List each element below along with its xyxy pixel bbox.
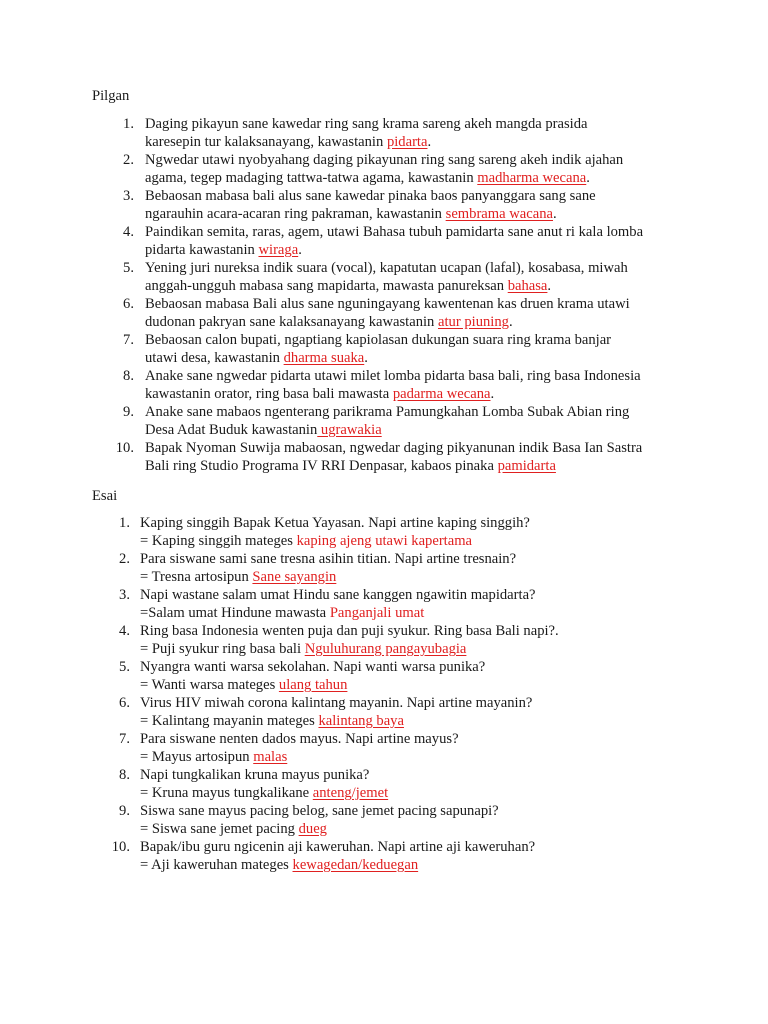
answer-prefix: = Mayus artosipun — [140, 749, 254, 765]
item-number: 3. — [123, 188, 134, 204]
pilgan-item — [0, 403, 685, 439]
esai-item — [0, 586, 680, 622]
item-number: 10. — [115, 440, 134, 456]
answer-prefix: = Wanti warsa mateges — [140, 677, 279, 693]
answer-prefix: = Aji kaweruhan mateges — [140, 857, 293, 873]
item-number: 8. — [123, 368, 134, 384]
esai-list — [0, 514, 680, 874]
section-title-pilgan: Pilgan — [92, 88, 130, 104]
item-number: 9. — [123, 404, 134, 420]
answer-text: atur piuning — [438, 314, 509, 330]
answer-text: padarma wecana — [392, 386, 491, 402]
item-text — [145, 403, 685, 439]
punctuation: . — [490, 386, 495, 402]
question-line-1: Bebaosan calon bupati, ngaptiang kapiolasan dukungan suara ring krama banjar — [145, 332, 612, 348]
punctuation: . — [427, 134, 432, 150]
item-text — [140, 514, 680, 550]
question-text: Napi wastane salam umat Hindu sane kanggen ngawitin mapidarta? — [140, 587, 536, 603]
answer-text: bahasa — [507, 278, 548, 294]
answer-prefix: = Kruna mayus tungkalikane — [140, 785, 313, 801]
item-number: 5. — [123, 260, 134, 276]
question-text: Kaping singgih Bapak Ketua Yayasan. Napi artine kaping singgih? — [140, 515, 530, 531]
answer-text: madharma wecana — [477, 170, 587, 186]
answer-text: Sane sayangin — [252, 569, 337, 585]
esai-item — [0, 730, 680, 766]
answer-text: wiraga — [258, 242, 299, 258]
punctuation: . — [586, 170, 590, 186]
answer-text: Nguluhurang pangayubagia — [304, 641, 467, 657]
answer-text: kalintang baya — [318, 713, 404, 729]
item-number: 6. — [123, 296, 134, 312]
answer-prefix: = Tresna artosipun — [140, 569, 253, 585]
pilgan-item — [0, 367, 685, 403]
answer-text: anteng/jemet — [312, 785, 389, 801]
pilgan-item — [0, 223, 685, 259]
pilgan-item — [0, 259, 685, 295]
answer-text: dueg — [298, 821, 327, 837]
question-text: Para siswane sami sane tresna asihin titian. Napi artine tresnain? — [140, 551, 517, 567]
item-text — [145, 331, 685, 367]
pilgan-item — [0, 187, 685, 223]
question-line-1: Bebaosan mabasa Bali alus sane nguningayang kawentenan kas druen krama utawi — [145, 296, 630, 312]
item-text — [140, 730, 680, 766]
item-number: 6. — [119, 695, 130, 711]
item-text — [140, 586, 680, 622]
item-text — [140, 802, 680, 838]
pilgan-item — [0, 331, 685, 367]
question-line-2: Bali ring Studio Programa IV RRI Denpasar, kabaos pinaka — [145, 458, 498, 474]
punctuation: . — [553, 206, 557, 222]
question-line-2: agama, tegep madaging tattwa-tatwa agama, kawastanin — [145, 170, 478, 186]
item-number: 5. — [119, 659, 130, 675]
item-number: 8. — [119, 767, 130, 783]
esai-item — [0, 802, 680, 838]
question-text: Virus HIV miwah corona kalintang mayanin. Napi artine mayanin? — [140, 695, 533, 711]
pilgan-item — [0, 151, 685, 187]
question-text: Bapak/ibu guru ngicenin aji kaweruhan. Napi artine aji kaweruhan? — [140, 839, 536, 855]
question-line-2: pidarta kawastanin — [145, 242, 259, 258]
answer-text: pidarta — [386, 134, 428, 150]
question-line-1: Ngwedar utawi nyobyahang daging pikayunan ring sang sareng akeh indik ajahan — [145, 152, 624, 168]
item-text — [145, 223, 685, 259]
pilgan-item — [0, 115, 685, 151]
question-line-1: Yening juri nureksa indik suara (vocal), kapatutan ucapan (lafal), kosabasa, miwah — [145, 260, 628, 276]
question-text: Siswa sane mayus pacing belog, sane jemet pacing sapunapi? — [140, 803, 499, 819]
esai-item — [0, 514, 680, 550]
question-line-2: anggah-ungguh mabasa sang mapidarta, mawasta panureksan — [145, 278, 508, 294]
answer-prefix: = Siswa sane jemet pacing — [140, 821, 299, 837]
esai-item — [0, 766, 680, 802]
answer-text: malas — [253, 749, 288, 765]
item-number: 3. — [119, 587, 130, 603]
question-text: Napi tungkalikan kruna mayus punika? — [140, 767, 370, 783]
question-text: Ring basa Indonesia wenten puja dan puji syukur. Ring basa Bali napi?. — [140, 623, 559, 639]
answer-text: dharma suaka — [283, 350, 365, 366]
esai-item — [0, 622, 680, 658]
item-number: 9. — [119, 803, 130, 819]
section-title-esai: Esai — [92, 488, 118, 504]
item-number: 10. — [111, 839, 130, 855]
item-number: 1. — [123, 116, 134, 132]
item-number: 7. — [119, 731, 130, 747]
esai-item — [0, 658, 680, 694]
punctuation: . — [508, 314, 513, 330]
item-text — [140, 838, 680, 874]
answer-prefix: = Puji syukur ring basa bali — [140, 641, 305, 657]
item-text — [145, 367, 685, 403]
question-line-2: kawastanin orator, ring basa bali mawasta — [145, 386, 393, 402]
question-line-2: dudonan pakryan sane kalaksanayang kawastanin — [145, 314, 438, 330]
item-text — [140, 622, 680, 658]
question-line-2: utawi desa, kawastanin — [145, 350, 284, 366]
question-text: Nyangra wanti warsa sekolahan. Napi wanti warsa punika? — [140, 659, 486, 675]
question-line-2: ngarauhin acara-acaran ring pakraman, kawastanin — [145, 206, 446, 222]
answer-text: pamidarta — [497, 458, 556, 474]
punctuation: . — [364, 350, 368, 366]
item-number: 2. — [123, 152, 134, 168]
pilgan-list — [0, 115, 685, 475]
pilgan-item — [0, 439, 685, 475]
item-number: 1. — [119, 515, 130, 531]
esai-item — [0, 550, 680, 586]
esai-item — [0, 694, 680, 730]
answer-prefix: = Kaping singgih mateges — [140, 533, 297, 549]
punctuation: . — [547, 278, 552, 294]
item-number: 4. — [119, 623, 130, 639]
item-number: 4. — [123, 224, 134, 240]
question-line-2: Desa Adat Buduk kawastanin — [145, 422, 318, 438]
pilgan-item — [0, 295, 685, 331]
item-text — [145, 439, 685, 475]
item-text — [145, 187, 685, 223]
item-text — [145, 151, 685, 187]
answer-text: kewagedan/keduegan — [292, 857, 419, 873]
item-text — [145, 115, 685, 151]
question-line-1: Anake sane mabaos ngenterang parikrama Pamungkahan Lomba Subak Abian ring — [145, 404, 630, 420]
item-text — [140, 694, 680, 730]
esai-item — [0, 838, 680, 874]
question-line-1: Anake sane ngwedar pidarta utawi milet lomba pidarta basa bali, ring basa Indonesia — [145, 368, 641, 384]
item-number: 7. — [123, 332, 134, 348]
item-text — [145, 259, 685, 295]
answer-text: kaping ajeng utawi kapertama — [296, 533, 473, 549]
item-text — [140, 766, 680, 802]
answer-prefix: =Salam umat Hindune mawasta — [140, 605, 330, 621]
item-text — [140, 658, 680, 694]
question-line-1: Paindikan semita, raras, agem, utawi Bahasa tubuh pamidarta sane anut ri kala lomba — [145, 224, 644, 240]
punctuation: . — [298, 242, 302, 258]
question-text: Para siswane nenten dados mayus. Napi artine mayus? — [140, 731, 459, 747]
item-text — [140, 550, 680, 586]
answer-prefix: = Kalintang mayanin mateges — [140, 713, 319, 729]
item-number: 2. — [119, 551, 130, 567]
question-line-1: Bapak Nyoman Suwija mabaosan, ngwedar daging pikyanunan indik Basa Ian Sastra — [145, 440, 643, 456]
question-line-1: Bebaosan mabasa bali alus sane kawedar pinaka baos panyanggara sang sane — [145, 188, 596, 204]
question-line-1: Daging pikayun sane kawedar ring sang krama sareng akeh mangda prasida — [145, 116, 588, 132]
answer-text: ugrawakia — [317, 422, 382, 438]
item-text — [145, 295, 685, 331]
question-line-2: karesepin tur kalaksanayang, kawastanin — [145, 134, 387, 150]
answer-text: Panganjali umat — [329, 605, 425, 621]
answer-text: sembrama wacana — [445, 206, 554, 222]
answer-text: ulang tahun — [278, 677, 348, 693]
